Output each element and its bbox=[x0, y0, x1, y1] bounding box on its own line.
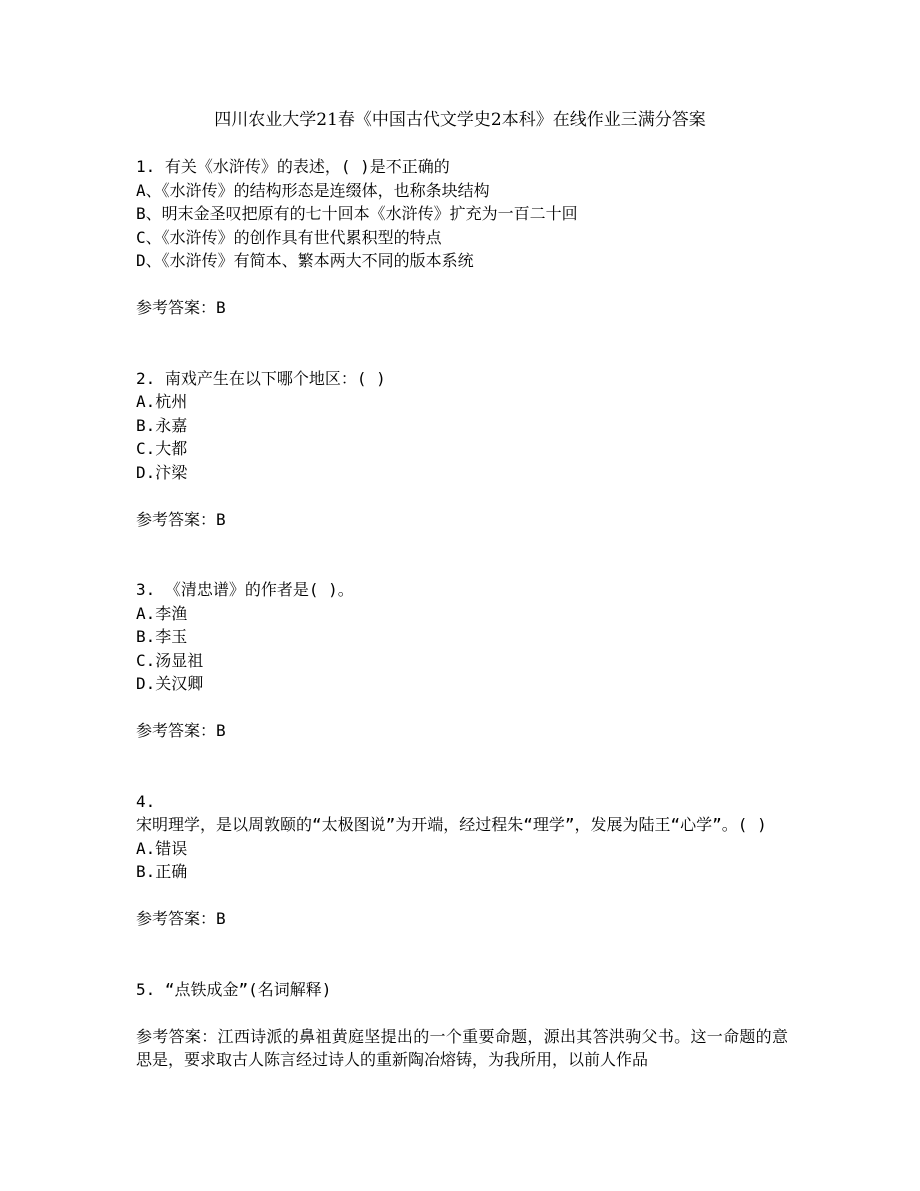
document-title: 四川农业大学21春《中国古代文学史2本科》在线作业三满分答案 bbox=[214, 110, 706, 130]
question-4 bbox=[136, 790, 788, 931]
question-stem: 2. 南戏产生在以下哪个地区：( ) bbox=[136, 368, 386, 388]
reference-answer: 参考答案：B bbox=[136, 298, 226, 317]
option-d: D.关汉卿 bbox=[136, 674, 204, 693]
question-stem: 3. 《清忠谱》的作者是( )。 bbox=[136, 580, 354, 599]
reference-answer: 参考答案：B bbox=[136, 509, 226, 529]
option-d: D.汴梁 bbox=[136, 462, 188, 482]
question-3 bbox=[136, 578, 788, 743]
reference-answer: 参考答案：B bbox=[136, 721, 226, 740]
reference-answer: 参考答案：江西诗派的鼻祖黄庭坚提出的一个重要命题，源出其答洪驹父书。这一命题的意思是，要求取古人陈言经过诗人的重新陶冶熔铸，为我所用，以前人作品 bbox=[136, 1026, 788, 1069]
question-2 bbox=[136, 367, 788, 532]
option-b: B.正确 bbox=[136, 862, 188, 881]
question-5 bbox=[136, 978, 788, 1072]
option-d: D、《水浒传》有简本、繁本两大不同的版本系统 bbox=[136, 251, 474, 270]
question-number: 4. bbox=[136, 791, 156, 811]
question-stem: 1. 有关《水浒传》的表述，( )是不正确的 bbox=[136, 157, 450, 176]
option-b: B.永嘉 bbox=[136, 415, 188, 435]
option-b: B.李玉 bbox=[136, 627, 188, 646]
option-a: A.杭州 bbox=[136, 392, 188, 411]
option-a: A.李渔 bbox=[136, 603, 188, 623]
option-c: C.大都 bbox=[136, 439, 188, 458]
option-a: A.错误 bbox=[136, 838, 188, 858]
reference-answer: 参考答案：B bbox=[136, 909, 226, 928]
document-content bbox=[136, 155, 788, 1072]
option-b: B、明末金圣叹把原有的七十回本《水浒传》扩充为一百二十回 bbox=[136, 204, 578, 223]
option-c: C.汤显祖 bbox=[136, 650, 204, 670]
option-c: C、《水浒传》的创作具有世代累积型的特点 bbox=[136, 227, 442, 247]
question-1 bbox=[136, 155, 788, 320]
question-stem: 宋明理学，是以周敦颐的“太极图说”为开端，经过程朱“理学”，发展为陆王“心学”。( ) bbox=[136, 815, 767, 834]
question-stem: 5. “点铁成金”(名词解释) bbox=[136, 979, 332, 999]
option-a: A、《水浒传》的结构形态是连缀体，也称条块结构 bbox=[136, 180, 490, 200]
